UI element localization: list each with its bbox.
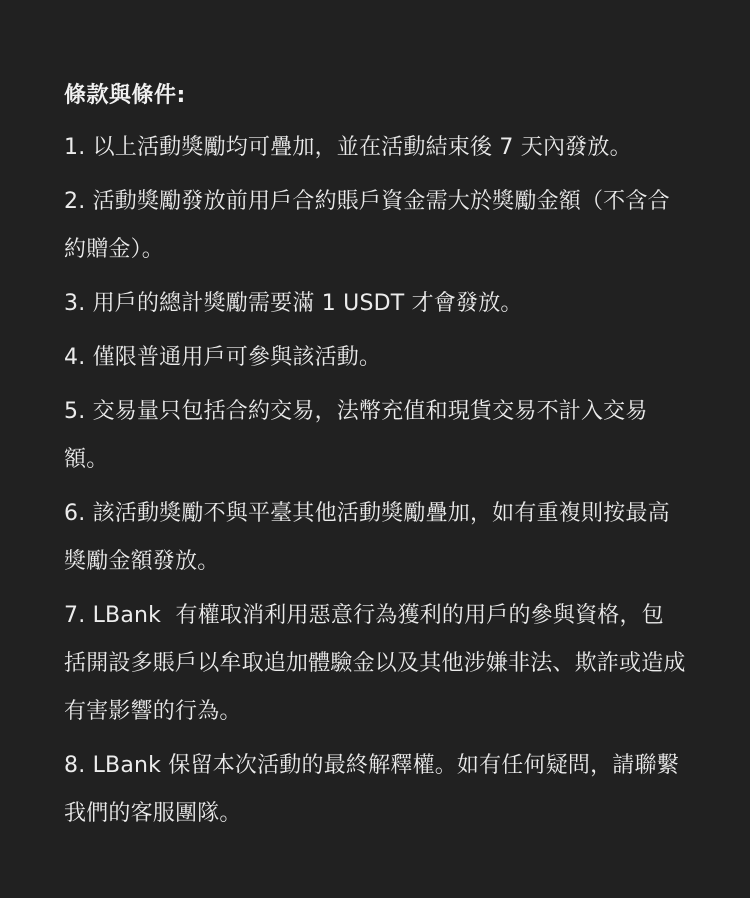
terms-title: 條款與條件: bbox=[64, 83, 186, 108]
term-item-7: 7. LBank 有權取消利用惡意行為獲利的用戶的參與資格，包括開設多賬戶以牟取追加體驗金以及其他涉嫌非法、欺詐或造成有害影響的行為。 bbox=[64, 603, 686, 724]
term-item-1: 1. 以上活動獎勵均可疊加，並在活動結束後 7 天內發放。 bbox=[64, 135, 632, 160]
term-item-8: 8. LBank 保留本次活動的最終解釋權。如有任何疑問，請聯繫我們的客服團隊。 bbox=[64, 753, 679, 826]
terms-list bbox=[64, 124, 686, 838]
term-item-2: 2. 活動獎勵發放前用戶合約賬戶資金需大於獎勵金額（不含合約贈金）。 bbox=[64, 189, 670, 262]
term-item-6: 6. 該活動獎勵不與平臺其他活動獎勵疊加，如有重複則按最高獎勵金額發放。 bbox=[64, 501, 670, 574]
term-item-5: 5. 交易量只包括合約交易，法幣充值和現貨交易不計入交易額。 bbox=[64, 399, 648, 472]
term-item-3: 3. 用戶的總計獎勵需要滿 1 USDT 才會發放。 bbox=[64, 291, 523, 316]
term-item-4: 4. 僅限普通用戶可參與該活動。 bbox=[64, 345, 382, 370]
